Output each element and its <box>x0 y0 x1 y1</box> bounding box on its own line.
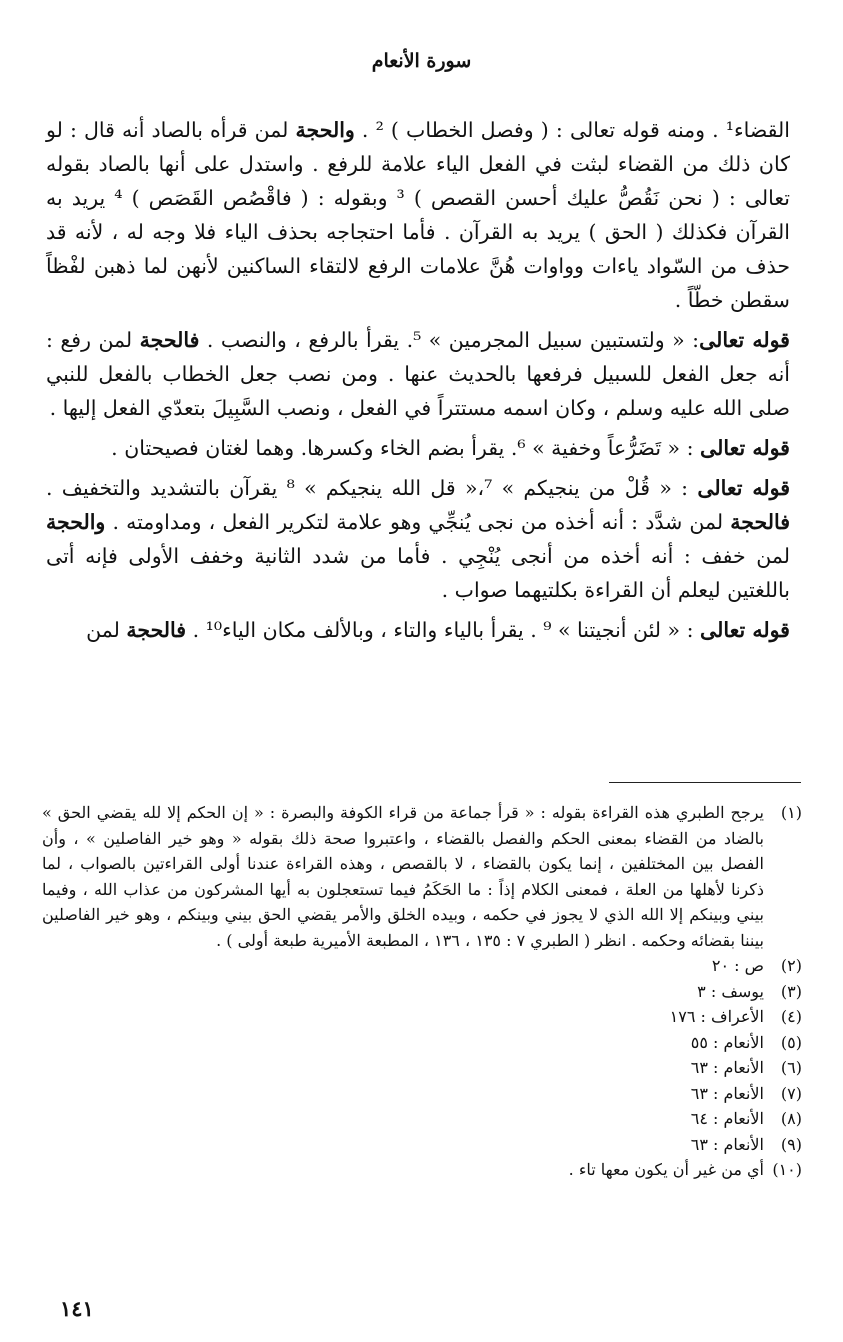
footnote-text: يوسف : ٣ <box>697 981 764 1001</box>
paragraph <box>46 471 790 607</box>
footnote-number: (٢) <box>780 956 802 975</box>
footnote-number: (١٠) <box>772 1160 802 1179</box>
text-run: لمن شدَّد : أنه أخذه من نجى يُنجِّي وهو علامة لتكرير الفعل ، ومداومته . <box>105 510 731 534</box>
text-run: لمن خفف : أنه أخذه من أنجى يُنْجِي . فأما من شدد الثانية وخفف الأولى فإنه أتى باللغتين ليعلم أن القراءة بكلتيهما صواب . <box>46 544 790 602</box>
chapter-title: سورة الأنعام <box>371 50 472 72</box>
text-run: ⁹ <box>543 618 552 642</box>
footnote-text: ص : ٢٠ <box>711 956 764 975</box>
footnote-text: الأنعام : ٦٤ <box>690 1109 764 1128</box>
text-run: : « ولتستبين سبيل المجرمين » <box>421 328 700 352</box>
footnote <box>42 1030 802 1056</box>
bold-keyword: فالحجة <box>139 328 200 352</box>
footnote-text: الأنعام : ٦٣ <box>690 1134 764 1154</box>
footnote <box>42 1055 802 1081</box>
text-run: ⁶ <box>517 436 526 460</box>
footnote-number: (١) <box>780 803 802 822</box>
page-number: ١٤١ <box>60 1296 94 1321</box>
footnote <box>42 979 802 1005</box>
text-run: يقرآن بالتشديد والتخفيف . <box>46 476 287 500</box>
text-run: . <box>354 118 376 142</box>
text-run: ⁸ <box>286 476 295 500</box>
bold-keyword: فالحجة <box>730 510 790 534</box>
text-run: ⁴ <box>114 186 123 210</box>
footnote-text: الأنعام : ٥٥ <box>690 1032 764 1052</box>
text-run: لمن قرأه بالصاد أنه قال : لو كان ذلك من القضاء لبثت في الفعل الياء علامة للرفع . واستدل على أنها بالصاد بقوله تعالى : ( نحن نَقُصُّ عليك أحسن القصص ) <box>46 118 791 210</box>
text-run: ² <box>375 118 384 142</box>
text-run: . يقرأ بالرفع ، والنصب . <box>199 328 414 352</box>
text-run: . يقرأ بالياء والتاء ، وبالألف مكان الياء <box>222 618 544 642</box>
footnote-text: الأنعام : ٦٣ <box>690 1058 764 1077</box>
text-run: ³ <box>396 186 405 210</box>
text-run: لمن رفع : أنه جعل الفعل للسبيل فرفعها بالحديث عنها . ومن نصب جعل الخطاب بالفعل للنبي صلى الله عليه وسلم ، وكان اسمه مستتراً في الفعل ، ونصب السَّبِيلَ بتعدّي الفعل إليها . <box>46 328 790 420</box>
footnote-number: (٨) <box>780 1109 802 1128</box>
footnote-text: أي من غير أن يكون معها تاء . <box>568 1160 764 1179</box>
page-header <box>0 50 843 72</box>
bold-keyword: قوله تعالى <box>699 328 790 352</box>
bold-keyword: قوله تعالى <box>700 436 790 460</box>
footnote <box>42 1004 802 1030</box>
footnote <box>42 1081 802 1107</box>
text-run: القضاء <box>734 118 790 142</box>
bold-keyword: والحجة <box>295 118 355 142</box>
text-run: : « لئن أنجيتنا » <box>551 618 701 642</box>
footnote-number: (٣) <box>780 981 802 1001</box>
text-run: ،« قل الله ينجيكم » <box>294 476 485 500</box>
footnote <box>42 800 802 953</box>
footnote-divider <box>609 782 801 783</box>
footnote <box>42 1132 802 1158</box>
text-run: : « قُلْ من ينجيكم » <box>492 476 698 500</box>
text-run: يريد به القرآن فكذلك ( الحق ) يريد به القرآن . فأما احتجاجه بحذف الياء فلا وجه له ، لأنه قد حذف من السّواد ياءات وواوات هُنَّ علامات الرفع لالتقاء الساكنين لأنهن لما ذهبن لفْظاً سقطن خطّاً . <box>46 186 790 312</box>
bold-keyword: فالحجة <box>126 618 187 642</box>
bold-keyword: قوله تعالى <box>697 476 790 500</box>
text-run: ⁷ <box>484 476 493 500</box>
text-run: . <box>186 618 206 642</box>
footnote-number: (٤) <box>780 1007 802 1026</box>
footnote-number: (٩) <box>780 1134 802 1154</box>
footnote-number: (٧) <box>780 1083 802 1103</box>
bold-keyword: والحجة <box>46 510 106 534</box>
text-run: : « تَضَرُّعاً وخفية » <box>525 436 701 460</box>
footnote-text: الأعراف : ١٧٦ <box>669 1007 764 1026</box>
text-run: ¹ <box>725 118 735 142</box>
footnotes <box>42 800 802 1183</box>
footnote-number: (٦) <box>780 1058 802 1077</box>
footnote <box>42 1157 802 1183</box>
footnote-text: الأنعام : ٦٣ <box>690 1083 764 1103</box>
text-run: ⁵ <box>413 328 422 352</box>
paragraph <box>46 613 790 647</box>
main-text <box>46 113 790 653</box>
text-run: . يقرأ بضم الخاء وكسرها. وهما لغتان فصيحتان . <box>111 436 518 460</box>
text-run: . ومنه قوله تعالى : ( وفصل الخطاب ) <box>383 118 726 142</box>
text-run: ¹⁰ <box>205 618 223 642</box>
text-run: وبقوله : ( فاقْصُص القَصَص ) <box>122 186 397 210</box>
text-run: لمن <box>86 618 127 642</box>
paragraph <box>46 431 790 465</box>
paragraph <box>46 323 790 425</box>
paragraph <box>46 113 790 317</box>
footnote-text: يرجح الطبري هذه القراءة بقوله : « قرأ جماعة من قراء الكوفة والبصرة : « إن الحكم إلا لله يقضي الحق » بالضاد من القضاء بمعنى الحكم والفصل بالقضاء ، واعتبروا صحة ذلك بقوله « وهو خير الفاصلين » ، وأن الفصل بين المختلفين ، إنما يكون بالقضاء ، لا بالقصص ، وهذه القراءة عندنا أولى القراءتين بالصواب ، لما ذكرنا لأهلها من العلة ، فمعنى الكلام إذاً : ما الحَكَمُ فيما تستعجلون به أيها المشركون من عذاب الله ، وفيما بيني وبينكم إلا الله الذي لا يجوز في حكمه ، وبيده الخلق والأمر يقضي الحق بيني وبينكم ، وهو خير الفاصلين بيننا بقضائه وحكمه . انظر ( الطبري ٧ : ١٣٥ ، ١٣٦ ، المطبعة الأميرية طبعة أولى ) . <box>42 803 765 950</box>
footnote <box>42 953 802 979</box>
footnote-number: (٥) <box>780 1032 802 1052</box>
footnote <box>42 1106 802 1132</box>
bold-keyword: قوله تعالى <box>700 618 790 642</box>
